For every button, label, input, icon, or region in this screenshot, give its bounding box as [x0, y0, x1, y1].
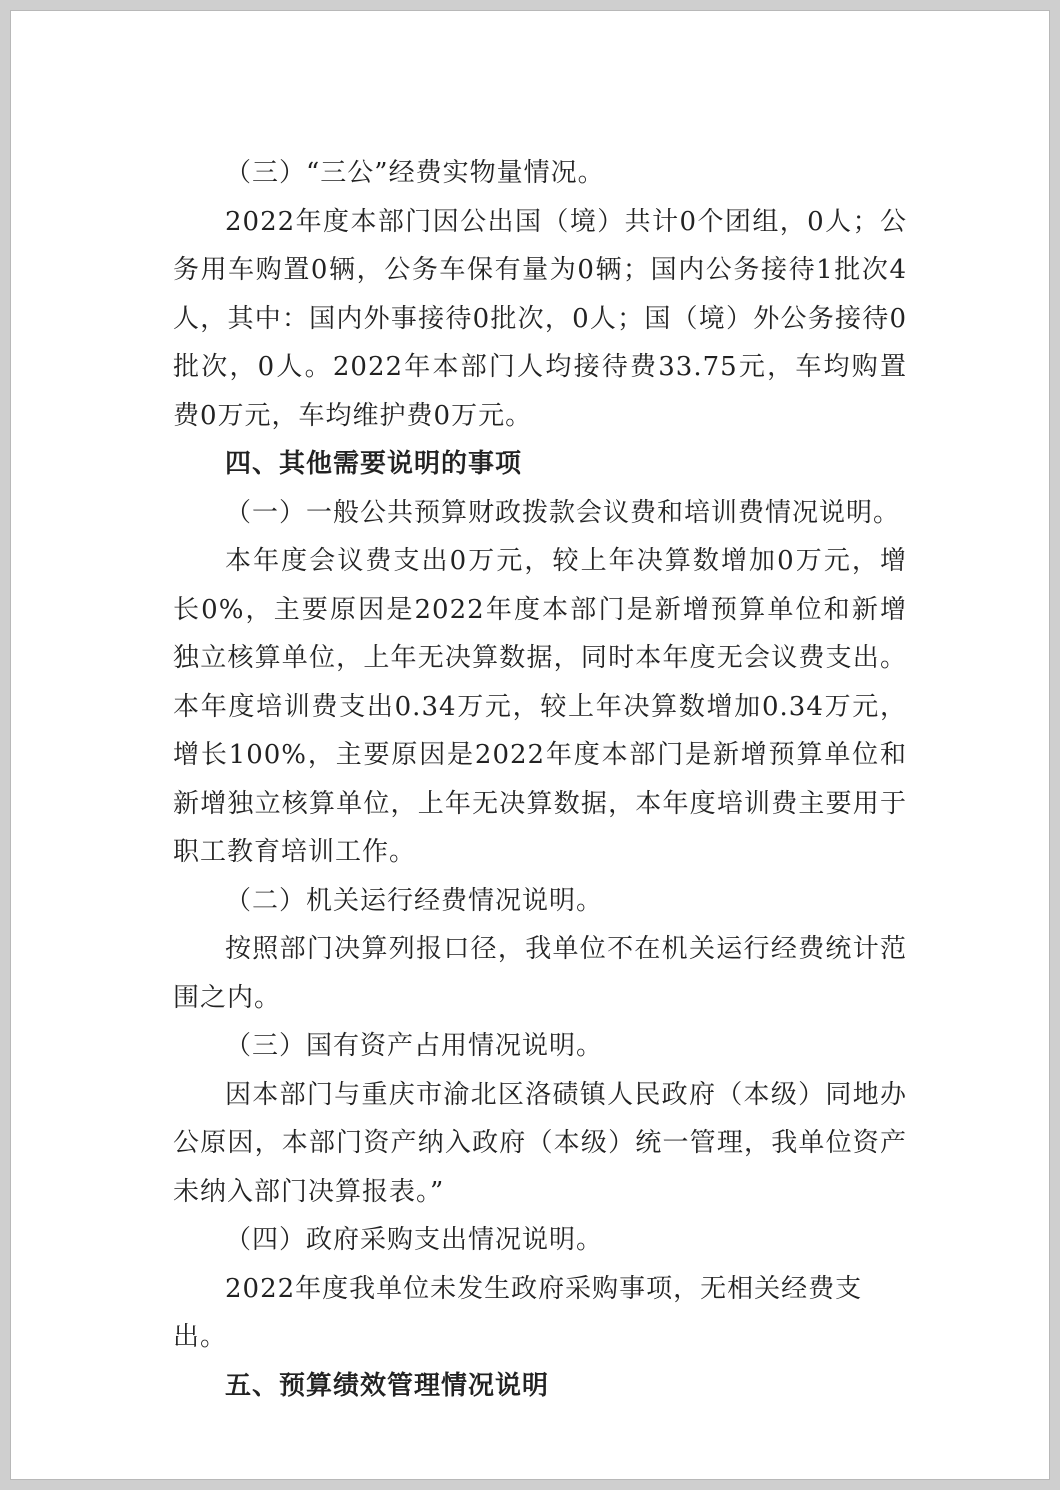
document-page	[10, 10, 1050, 1480]
section-4-3-subheading: （三）国有资产占用情况说明。	[225, 1031, 604, 1061]
section-4-2-paragraph: 按照部门决算列报口径，我单位不在机关运行经费统计范围之内。	[173, 934, 907, 1013]
section-4-3-paragraph: 因本部门与重庆市渝北区洛碛镇人民政府（本级）同地办公原因，本部门资产纳入政府（本级）统一管理，我单位资产未纳入部门决算报表。”	[173, 1079, 907, 1207]
document-body	[173, 149, 907, 1410]
section-4-1-paragraph: 本年度会议费支出0万元，较上年决算数增加0万元，增长0%，主要原因是2022年度本部门是新增预算单位和新增独立核算单位，上年无决算数据，同时本年度无会议费支出。本年度培训费支出0.34万元，较上年决算数增加0.34万元，增长100%，主要原因是2022年度本部门是新增预算单位和新增独立核算单位，上年无决算数据，本年度培训费主要用于职工教育培训工作。	[173, 546, 907, 867]
section-3-paragraph: 2022年度本部门因公出国（境）共计0个团组，0人；公务用车购置0辆，公务车保有量为0辆；国内公务接待1批次4人，其中：国内外事接待0批次，0人；国（境）外公务接待0批次，0人。2022年本部门人均接待费33.75元，车均购置费0万元，车均维护费0万元。	[173, 206, 907, 431]
section-4-2-subheading: （二）机关运行经费情况说明。	[225, 885, 604, 916]
section-5-heading: 五、预算绩效管理情况说明	[225, 1370, 550, 1401]
section-3-subheading: （三）“三公”经费实物量情况。	[225, 158, 605, 188]
section-4-1-subheading: （一）一般公共预算财政拨款会议费和培训费情况说明。	[225, 497, 901, 528]
section-4-4-subheading: （四）政府采购支出情况说明。	[225, 1225, 604, 1255]
section-4-4-paragraph: 2022年度我单位未发生政府采购事项，无相关经费支出。	[173, 1273, 863, 1352]
section-4-heading: 四、其他需要说明的事项	[225, 449, 523, 479]
